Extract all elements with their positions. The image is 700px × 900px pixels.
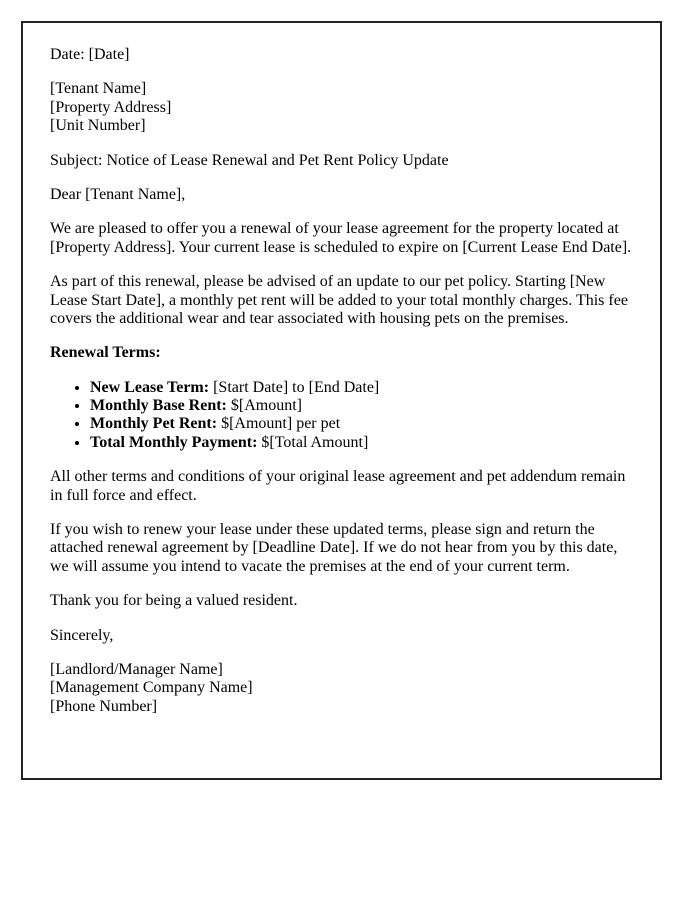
renewal-term-value: $[Amount] <box>226 397 302 415</box>
renewal-terms-list <box>50 379 633 453</box>
recipient-property-address: [Property Address] <box>50 98 172 116</box>
renewal-term-value: [Start Date] to [End Date] <box>209 378 380 396</box>
paragraph-deadline: If you wish to renew your lease under these updated terms, please sign and return the attached renewal agreement by [Deadline Date]. If we do not hear from you by this date, we will assume you intend to vacate the premises at the end of your current term. <box>50 521 618 575</box>
recipient-tenant-name: [Tenant Name] <box>50 80 147 98</box>
renewal-term-label: Total Monthly Payment: <box>90 433 258 451</box>
renewal-term-item-total-payment <box>90 434 633 452</box>
paragraph-intro: We are pleased to offer you a renewal of your lease agreement for the property located at [Property Address]. Your current lease is scheduled to expire on [Current Lease End Date]. <box>50 220 632 256</box>
paragraph-other-terms: All other terms and conditions of your original lease agreement and pet addendum remain in full force and effect. <box>50 468 626 504</box>
signature-block <box>50 661 633 716</box>
renewal-term-value: $[Amount] per pet <box>217 415 341 433</box>
renewal-term-item-base-rent <box>90 397 633 415</box>
renewal-terms-heading: Renewal Terms: <box>50 344 161 362</box>
date-line: Date: [Date] <box>50 46 130 63</box>
signature-phone-number: [Phone Number] <box>50 697 158 715</box>
paragraph-pet-policy: As part of this renewal, please be advised of an update to our pet policy. Starting [New Lease Start Date], a monthly pet rent will be added to your total monthly charges. This fee covers the additional wear and tear associated with housing pets on the premises. <box>50 273 628 327</box>
paragraph-thanks: Thank you for being a valued resident. <box>50 592 298 610</box>
renewal-term-item-pet-rent <box>90 415 633 433</box>
subject-line: Subject: Notice of Lease Renewal and Pet Rent Policy Update <box>50 151 449 169</box>
renewal-term-value: $[Total Amount] <box>257 433 369 451</box>
signature-company-name: [Management Company Name] <box>50 679 253 697</box>
recipient-block <box>50 80 633 135</box>
renewal-term-label: New Lease Term: <box>90 378 210 396</box>
closing: Sincerely, <box>50 626 114 644</box>
renewal-term-label: Monthly Pet Rent: <box>90 415 218 433</box>
signature-landlord-name: [Landlord/Manager Name] <box>50 660 223 678</box>
recipient-unit-number: [Unit Number] <box>50 117 146 135</box>
renewal-term-item-lease-term <box>90 379 633 397</box>
salutation: Dear [Tenant Name], <box>50 185 186 203</box>
renewal-term-label: Monthly Base Rent: <box>90 397 227 415</box>
letter-frame <box>21 21 662 780</box>
